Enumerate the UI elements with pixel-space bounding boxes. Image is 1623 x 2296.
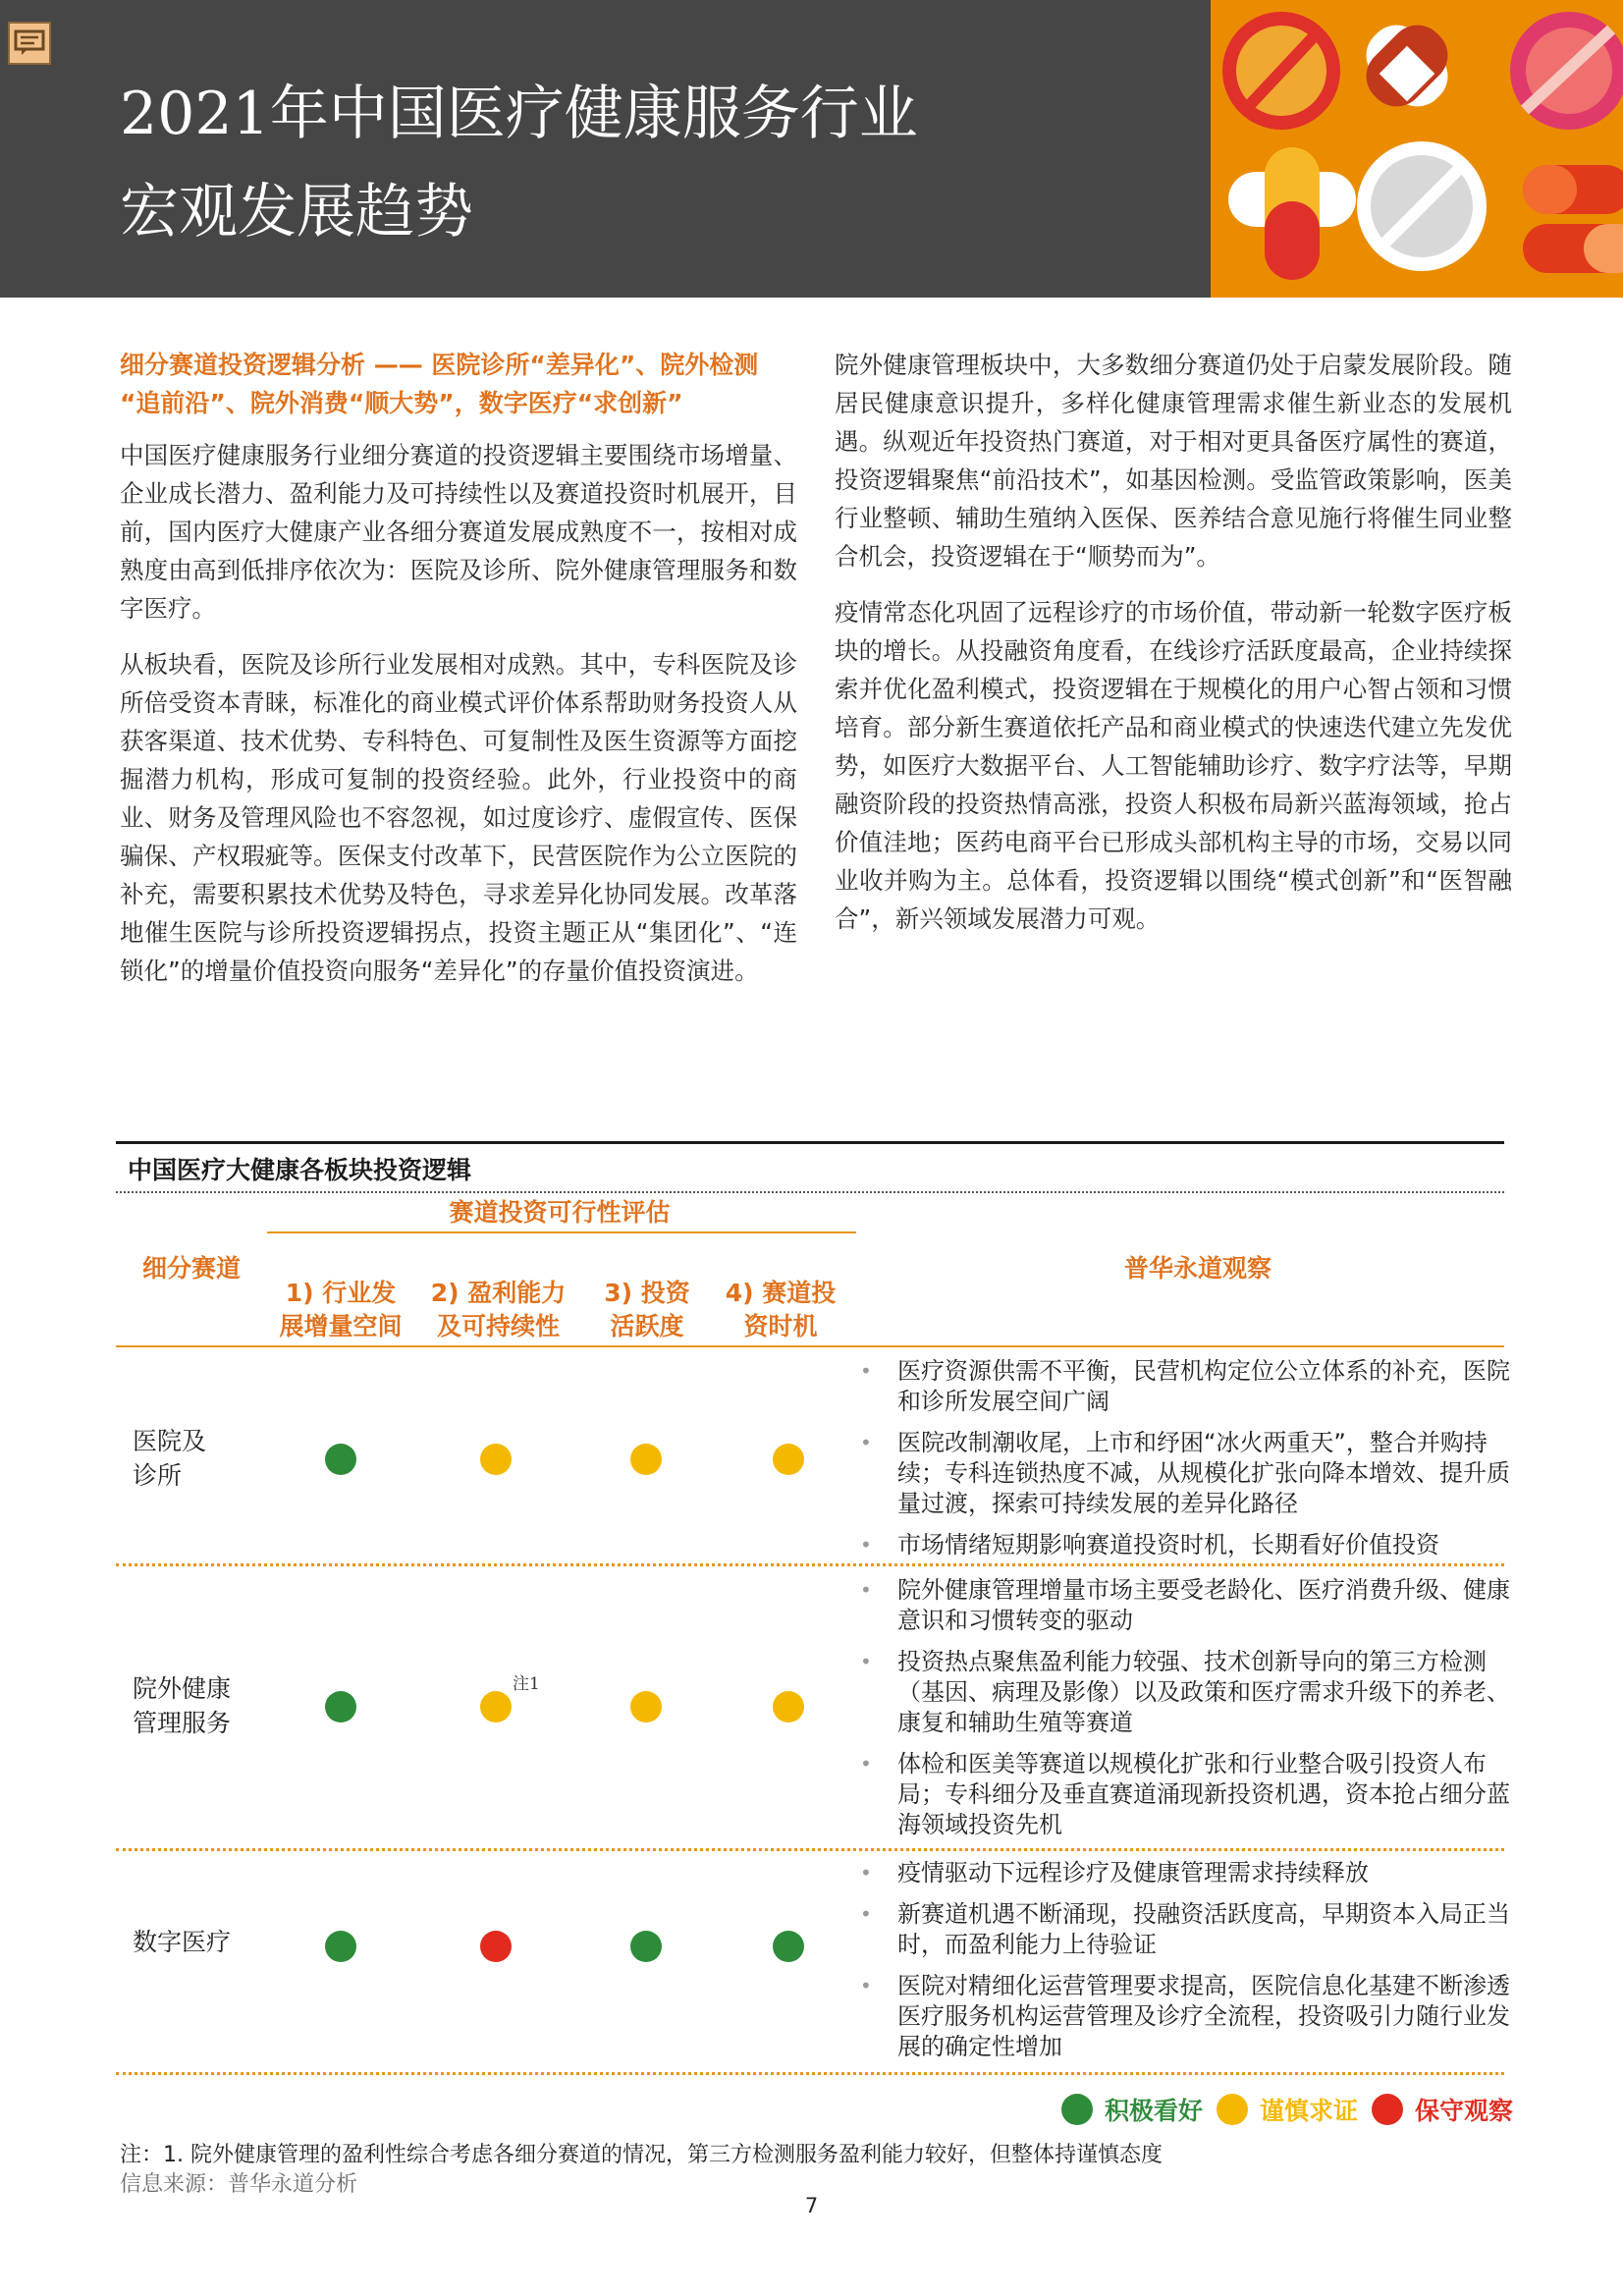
header-title-panel <box>0 0 1211 298</box>
criteria-4-line1: 4) 赛道投 <box>725 1279 837 1307</box>
group-header: 赛道投资可行性评估 <box>449 1198 671 1227</box>
observations-digital <box>854 1858 1522 2073</box>
legend-item-conservative <box>1372 2092 1513 2127</box>
observation-item: • 疫情驱动下远程诊疗及健康管理需求持续释放 <box>854 1858 1522 1888</box>
observation-item: • 院外健康管理增量市场主要受老龄化、医疗消费升级、健康意识和习惯转变的驱动 <box>854 1575 1522 1636</box>
row-1-label-line1: 医院及 <box>133 1427 207 1455</box>
legend-dot-green <box>1061 2094 1093 2125</box>
legend-dot-red <box>1372 2094 1403 2125</box>
legend-dot-yellow <box>1217 2094 1248 2125</box>
rating-dot <box>773 1691 804 1722</box>
rating-dot <box>773 1444 804 1475</box>
observations-health-mgmt <box>854 1575 1522 1851</box>
observation-item: • 体检和医美等赛道以规模化扩张和行业整合吸引投资人布局；专科细分及垂直赛道涌现新投资机遇，资本抢占细分蓝海领域投资先机 <box>854 1749 1522 1840</box>
rating-dot <box>325 1931 356 1962</box>
pills-illustration <box>1211 0 1623 298</box>
row-divider <box>116 1848 1504 1851</box>
left-paragraph-2: 从板块看，医院及诊所行业发展相对成熟。其中，专科医院及诊所倍受资本青睐，标准化的商业模式评价体系帮助财务投资人从获客渠道、技术优势、专科特色、可复制性及医生资源等方面挖掘潜力机构，形成可复制的投资经验。此外，行业投资中的商业、财务及管理风险也不容忽视，如过度诊疗、虚假宣传、医保骗保、产权瑕疵等。医保支付改革下，民营医院作为公立医院的补充，需要积累技术优势及特色，寻求差异化协同发展。改革落地催生医院与诊所投资逻辑拐点，投资主题正从“集团化”、“连锁化”的增量价值投资向服务“差异化”的存量价值投资演进。 <box>120 650 797 985</box>
source-note: 信息来源：普华永道分析 <box>120 2172 358 2197</box>
title-line-1: 2021年中国医疗健康服务行业 <box>120 80 918 148</box>
observation-item: • 市场情绪短期影响赛道投资时机，长期看好价值投资 <box>854 1530 1522 1560</box>
table-bottom-divider <box>116 2072 1504 2075</box>
rating-dot <box>630 1931 662 1962</box>
criteria-3-line2: 活跃度 <box>610 1312 684 1340</box>
title-line-2: 宏观发展趋势 <box>120 178 473 246</box>
header-bottom-rule <box>116 1345 1504 1347</box>
col-header-observation: 普华永道观察 <box>1123 1254 1271 1283</box>
table-top-rule <box>116 1141 1504 1144</box>
table-title-divider <box>116 1191 1504 1193</box>
comment-icon[interactable] <box>8 22 51 65</box>
legend-item-positive <box>1061 2092 1203 2127</box>
legend-item-cautious <box>1217 2092 1358 2127</box>
header-illustration <box>1211 0 1623 298</box>
observation-item: • 投资热点聚焦盈利能力较强、技术创新导向的第三方检测（基因、病理及影像）以及政策和医疗需求升级下的养老、康复和辅助生殖等赛道 <box>854 1647 1522 1738</box>
observation-item: • 新赛道机遇不断涌现，投融资活跃度高，早期资本入局正当时，而盈利能力上待验证 <box>854 1899 1522 1960</box>
rating-dot <box>325 1444 356 1475</box>
page-number: 7 <box>804 2194 819 2217</box>
observation-item: • 医院对精细化运营管理要求提高，医院信息化基建不断渗透医疗服务机构运营管理及诊疗全流程，投资吸引力随行业发展的确定性增加 <box>854 1971 1522 2062</box>
rating-dot <box>325 1691 356 1722</box>
row-label-digital <box>133 1925 231 1959</box>
criteria-header-1 <box>267 1277 414 1343</box>
observation-item: • 医疗资源供需不平衡，民营机构定位公立体系的补充，医院和诊所发展空间广阔 <box>854 1356 1522 1417</box>
row-label-health-mgmt <box>133 1671 231 1740</box>
row-label-hospital <box>133 1424 206 1493</box>
group-header-underline <box>267 1231 856 1233</box>
left-paragraph-1: 中国医疗健康服务行业细分赛道的投资逻辑主要围绕市场增量、企业成长潜力、盈利能力及可持续性以及赛道投资时机展开，目前，国内医疗大健康产业各细分赛道发展成熟度不一，按相对成熟度由高到低排序依次为：医院及诊所、院外健康管理服务和数字医疗。 <box>120 441 797 623</box>
right-paragraph-1: 院外健康管理板块中，大多数细分赛道仍处于启蒙发展阶段。随居民健康意识提升，多样化健康管理需求催生新业态的发展机遇。纵观近年投资热门赛道，对于相对更具备医疗属性的赛道，投资逻辑聚焦“前沿技术”，如基因检测。受监管政策影响，医美行业整顿、辅助生殖纳入医保、医养结合意见施行将催生同业整合机会，投资逻辑在于“顺势而为”。 <box>835 351 1512 571</box>
criteria-4-line2: 资时机 <box>743 1312 818 1340</box>
rating-dot <box>630 1691 662 1722</box>
observation-item: • 医院改制潮收尾，上市和纾困“冰火两重天”，整合并购持续；专科连锁热度不减，从规模化扩张向降本增效、提升质量过渡，探索可持续发展的差异化路径 <box>854 1428 1522 1519</box>
table-title: 中国医疗大健康各板块投资逻辑 <box>128 1156 472 1184</box>
rating-dot <box>480 1691 512 1722</box>
footnote: 注：1. 院外健康管理的盈利性综合考虑各细分赛道的情况，第三方检测服务盈利能力较好，但整体持谨慎态度 <box>120 2143 1163 2167</box>
section-subheading: 细分赛道投资逻辑分析 —— 医院诊所“差异化”、院外检测 “追前沿”、院外消费“顺大势”，数字医疗“求创新” <box>120 351 759 417</box>
observations-hospital <box>854 1356 1522 1571</box>
note-marker: 注1 <box>513 1674 540 1694</box>
row-divider <box>116 1563 1504 1566</box>
right-paragraph-2: 疫情常态化巩固了远程诊疗的市场价值，带动新一轮数字医疗板块的增长。从投融资角度看，在线诊疗活跃度最高，企业持续探索并优化盈利模式，投资逻辑在于规模化的用户心智占领和习惯培育。部分新生赛道依托产品和商业模式的快速迭代建立先发优势，如医疗大数据平台、人工智能辅助诊疗、数字疗法等，早期融资阶段的投资热情高涨，投资人积极布局新兴蓝海领域，抢占价值洼地；医药电商平台已形成头部机构主导的市场，交易以同业收并购为主。总体看，投资逻辑以围绕“模式创新”和“医智融合”，新兴领域发展潜力可观。 <box>835 598 1512 933</box>
legend-label: 谨慎求证 <box>1259 2097 1358 2125</box>
legend-label: 积极看好 <box>1104 2097 1203 2125</box>
criteria-header-4 <box>717 1277 844 1343</box>
page-title <box>120 65 918 261</box>
legend <box>1061 2092 1513 2127</box>
criteria-3-line1: 3) 投资 <box>604 1279 690 1307</box>
right-column <box>835 346 1512 956</box>
page-header <box>0 0 1623 298</box>
row-3-label-line1: 数字医疗 <box>133 1928 232 1956</box>
row-1-label-line2: 诊所 <box>133 1461 183 1490</box>
legend-label: 保守观察 <box>1414 2097 1513 2125</box>
col-header-segment: 细分赛道 <box>141 1254 241 1283</box>
row-2-label-line2: 管理服务 <box>133 1709 232 1737</box>
rating-dot <box>480 1444 512 1475</box>
criteria-header-3 <box>589 1277 705 1343</box>
rating-dot <box>773 1931 804 1962</box>
criteria-2-line1: 2) 盈利能力 <box>430 1279 567 1307</box>
criteria-1-line2: 展增量空间 <box>279 1312 403 1340</box>
criteria-2-line2: 及可持续性 <box>436 1312 560 1340</box>
row-2-label-line1: 院外健康 <box>133 1674 232 1703</box>
rating-dot <box>630 1444 662 1475</box>
criteria-header-2 <box>422 1277 574 1343</box>
left-column <box>120 346 797 1008</box>
rating-dot <box>480 1931 512 1962</box>
criteria-1-line1: 1) 行业发 <box>285 1279 397 1307</box>
